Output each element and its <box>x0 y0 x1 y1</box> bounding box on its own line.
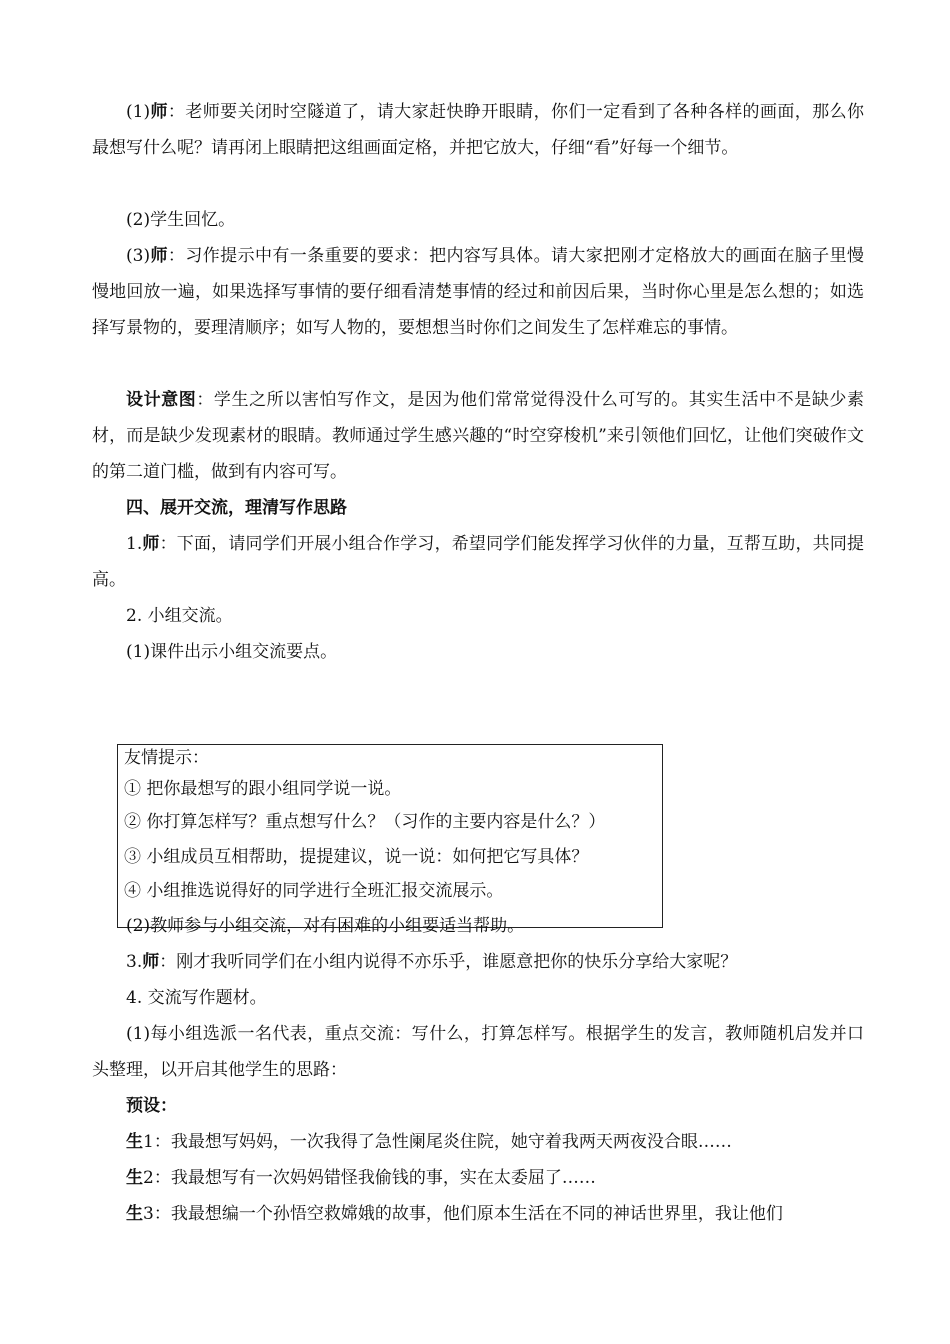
paragraph-text: ：习作提示中有一条重要的要求：把内容写具体。请大家把刚才定格放大的画面在脑子里慢慢地回放一遍，如果选择写事情的要仔细看清楚事情的经过和前因后果，当时你心里是怎么想的；如选择写景物的，要理清顺序；如写人物的，要想想当时你们之间发生了怎样难忘的事情。 <box>92 246 865 338</box>
speaker-label: 师 <box>142 534 160 554</box>
student-answer <box>92 1196 864 1232</box>
student-label: 生 <box>126 1132 143 1152</box>
paragraph-share-joy <box>92 944 864 980</box>
paragraph-representative: (1)每小组选派一名代表，重点交流：写什么，打算怎样写。根据学生的发言，教师随机启发并口头整理，以开启其他学生的思路： <box>92 1024 864 1080</box>
item-number: (1) <box>126 102 151 122</box>
tips-item: ④ 小组推选说得好的同学进行全班汇报交流展示。 <box>124 881 504 901</box>
speaker-label: 师 <box>150 246 168 266</box>
paragraph-text: ：下面，请同学们开展小组合作学习，希望同学们能发挥学习伙伴的力量，互帮互助，共同提高。 <box>92 534 865 590</box>
answer-text: 1：我最想写妈妈，一次我得了急性阑尾炎住院，她守着我两天两夜没合眼…… <box>143 1132 732 1152</box>
item-number: (3) <box>126 246 151 266</box>
tips-item: ③ 小组成员互相帮助，提提建议，说一说：如何把它写具体？ <box>124 847 589 867</box>
answer-text: 2：我最想写有一次妈妈错怪我偷钱的事，实在太委屈了…… <box>143 1168 596 1188</box>
paragraph-group-exchange: 2. 小组交流。 <box>126 606 233 626</box>
paragraph-text: ：学生之所以害怕写作文，是因为他们常常觉得没什么可写的。其实生活中不是缺少素材，而是缺少发现素材的眼睛。教师通过学生感兴趣的“时空穿梭机”来引领他们回忆，让他们突破作文的第二道门槛，做到有内容可写。 <box>92 390 865 482</box>
paragraph-topic-exchange: 4. 交流写作题材。 <box>126 988 267 1008</box>
preset-label: 预设： <box>126 1096 177 1116</box>
student-answer <box>92 1160 864 1196</box>
item-number: 3. <box>126 952 143 972</box>
paragraph-group-work <box>92 526 864 598</box>
paragraph-student-recall: (2)学生回忆。 <box>126 210 236 230</box>
paragraph-text: ：老师要关闭时空隧道了，请大家赶快睁开眼睛，你们一定看到了各种各样的画面，那么你最想写什么呢？请再闭上眼睛把这组画面定格，并把它放大，仔细“看”好每一个细节。 <box>92 102 865 158</box>
tips-title: 友情提示： <box>124 748 209 768</box>
speaker-label: 师 <box>150 102 168 122</box>
paragraph-courseware: (1)课件出示小组交流要点。 <box>126 642 338 662</box>
answer-text: 3：我最想编一个孙悟空救嫦娥的故事，他们原本生活在不同的神话世界里，我让他们 <box>143 1204 783 1224</box>
student-answer <box>92 1124 864 1160</box>
student-label: 生 <box>126 1204 143 1224</box>
student-label: 生 <box>126 1168 143 1188</box>
design-intent-label: 设计意图 <box>126 390 197 410</box>
paragraph-design-intent <box>92 382 864 490</box>
tips-item: ② 你打算怎样写？重点想写什么？（习作的主要内容是什么？） <box>124 812 606 832</box>
paragraph-text: ：刚才我听同学们在小组内说得不亦乐乎，谁愿意把你的快乐分享给大家呢？ <box>159 952 738 972</box>
item-number: 1. <box>126 534 143 554</box>
paragraph-teacher-requirement <box>92 238 864 346</box>
paragraph-teacher-close-tunnel <box>92 94 864 166</box>
paragraph-teacher-helps: (2)教师参与小组交流，对有困难的小组要适当帮助。 <box>126 916 525 936</box>
section-heading: 四、展开交流，理清写作思路 <box>126 498 347 518</box>
tips-item: ① 把你最想写的跟小组同学说一说。 <box>124 779 402 799</box>
speaker-label: 师 <box>142 952 160 972</box>
